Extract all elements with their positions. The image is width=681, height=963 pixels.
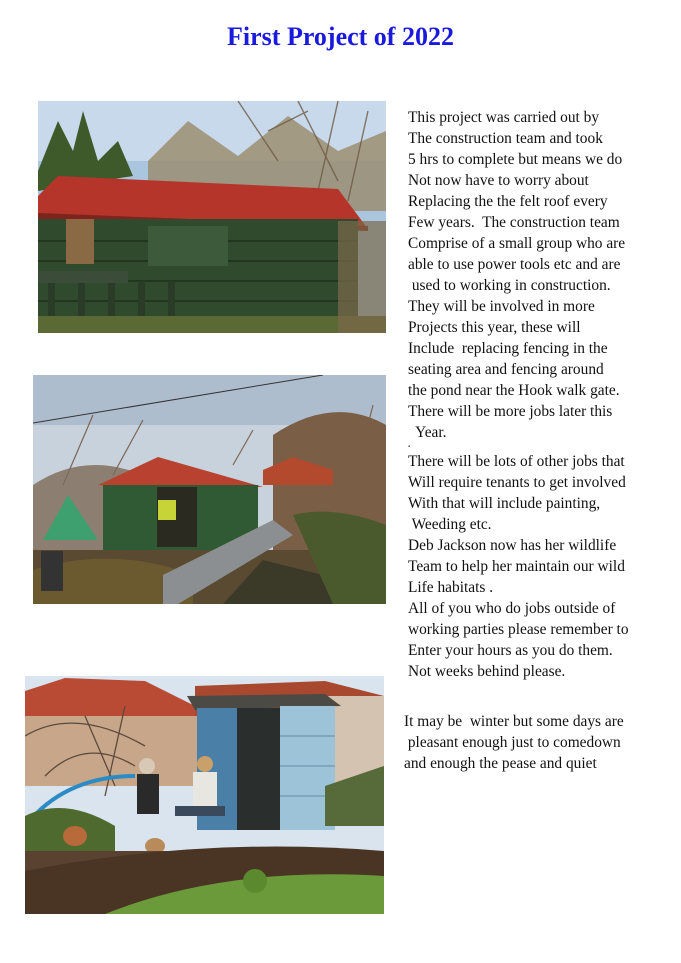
- text-line: Will require tenants to get involved: [408, 474, 626, 491]
- text-line: Life habitats .: [408, 579, 494, 596]
- text-line: Comprise of a small group who are: [408, 235, 626, 252]
- text-line: Year.: [408, 424, 447, 441]
- text-line: the pond near the Hook walk gate.: [408, 382, 620, 399]
- text-line: There will be lots of other jobs that: [408, 453, 625, 470]
- main-paragraph: [408, 107, 629, 682]
- text-line: Few years. The construction team: [408, 214, 620, 231]
- text-line: Weeding etc.: [408, 516, 492, 533]
- page-title: First Project of 2022: [227, 22, 454, 51]
- text-line: 5 hrs to complete but means we do: [408, 151, 623, 168]
- shed-red-roof-photo: [38, 101, 386, 333]
- text-line: seating area and fencing around: [408, 361, 604, 378]
- text-line: Deb Jackson now has her wildlife: [408, 537, 617, 554]
- bullet-icon: ▪: [408, 444, 411, 450]
- text-line: Not now have to worry about: [408, 172, 589, 189]
- text-line: Projects this year, these will: [408, 319, 581, 336]
- tenants-blue-shed-photo: [25, 676, 384, 914]
- text-line: pleasant enough just to comedown: [404, 734, 621, 751]
- text-line: There will be more jobs later this: [408, 403, 613, 420]
- text-line: This project was carried out by: [408, 109, 600, 126]
- allotment-shed-photo: [33, 375, 386, 604]
- text-line: Not weeks behind please.: [408, 663, 566, 680]
- text-line: Replacing the the felt roof every: [408, 193, 608, 210]
- text-line: They will be involved in more: [408, 298, 595, 315]
- closing-paragraph: [404, 711, 624, 774]
- text-line: With that will include painting,: [408, 495, 601, 512]
- text-line: Team to help her maintain our wild: [408, 558, 625, 575]
- text-line: Enter your hours as you do them.: [408, 642, 613, 659]
- text-line: able to use power tools etc and are: [408, 256, 621, 273]
- text-line: The construction team and took: [408, 130, 603, 147]
- text-line: It may be winter but some days are: [404, 713, 624, 730]
- text-line: working parties please remember to: [408, 621, 629, 638]
- text-line: used to working in construction.: [408, 277, 611, 294]
- text-line: All of you who do jobs outside of: [408, 600, 616, 617]
- text-line: Include replacing fencing in the: [408, 340, 608, 357]
- text-line: and enough the pease and quiet: [404, 755, 597, 772]
